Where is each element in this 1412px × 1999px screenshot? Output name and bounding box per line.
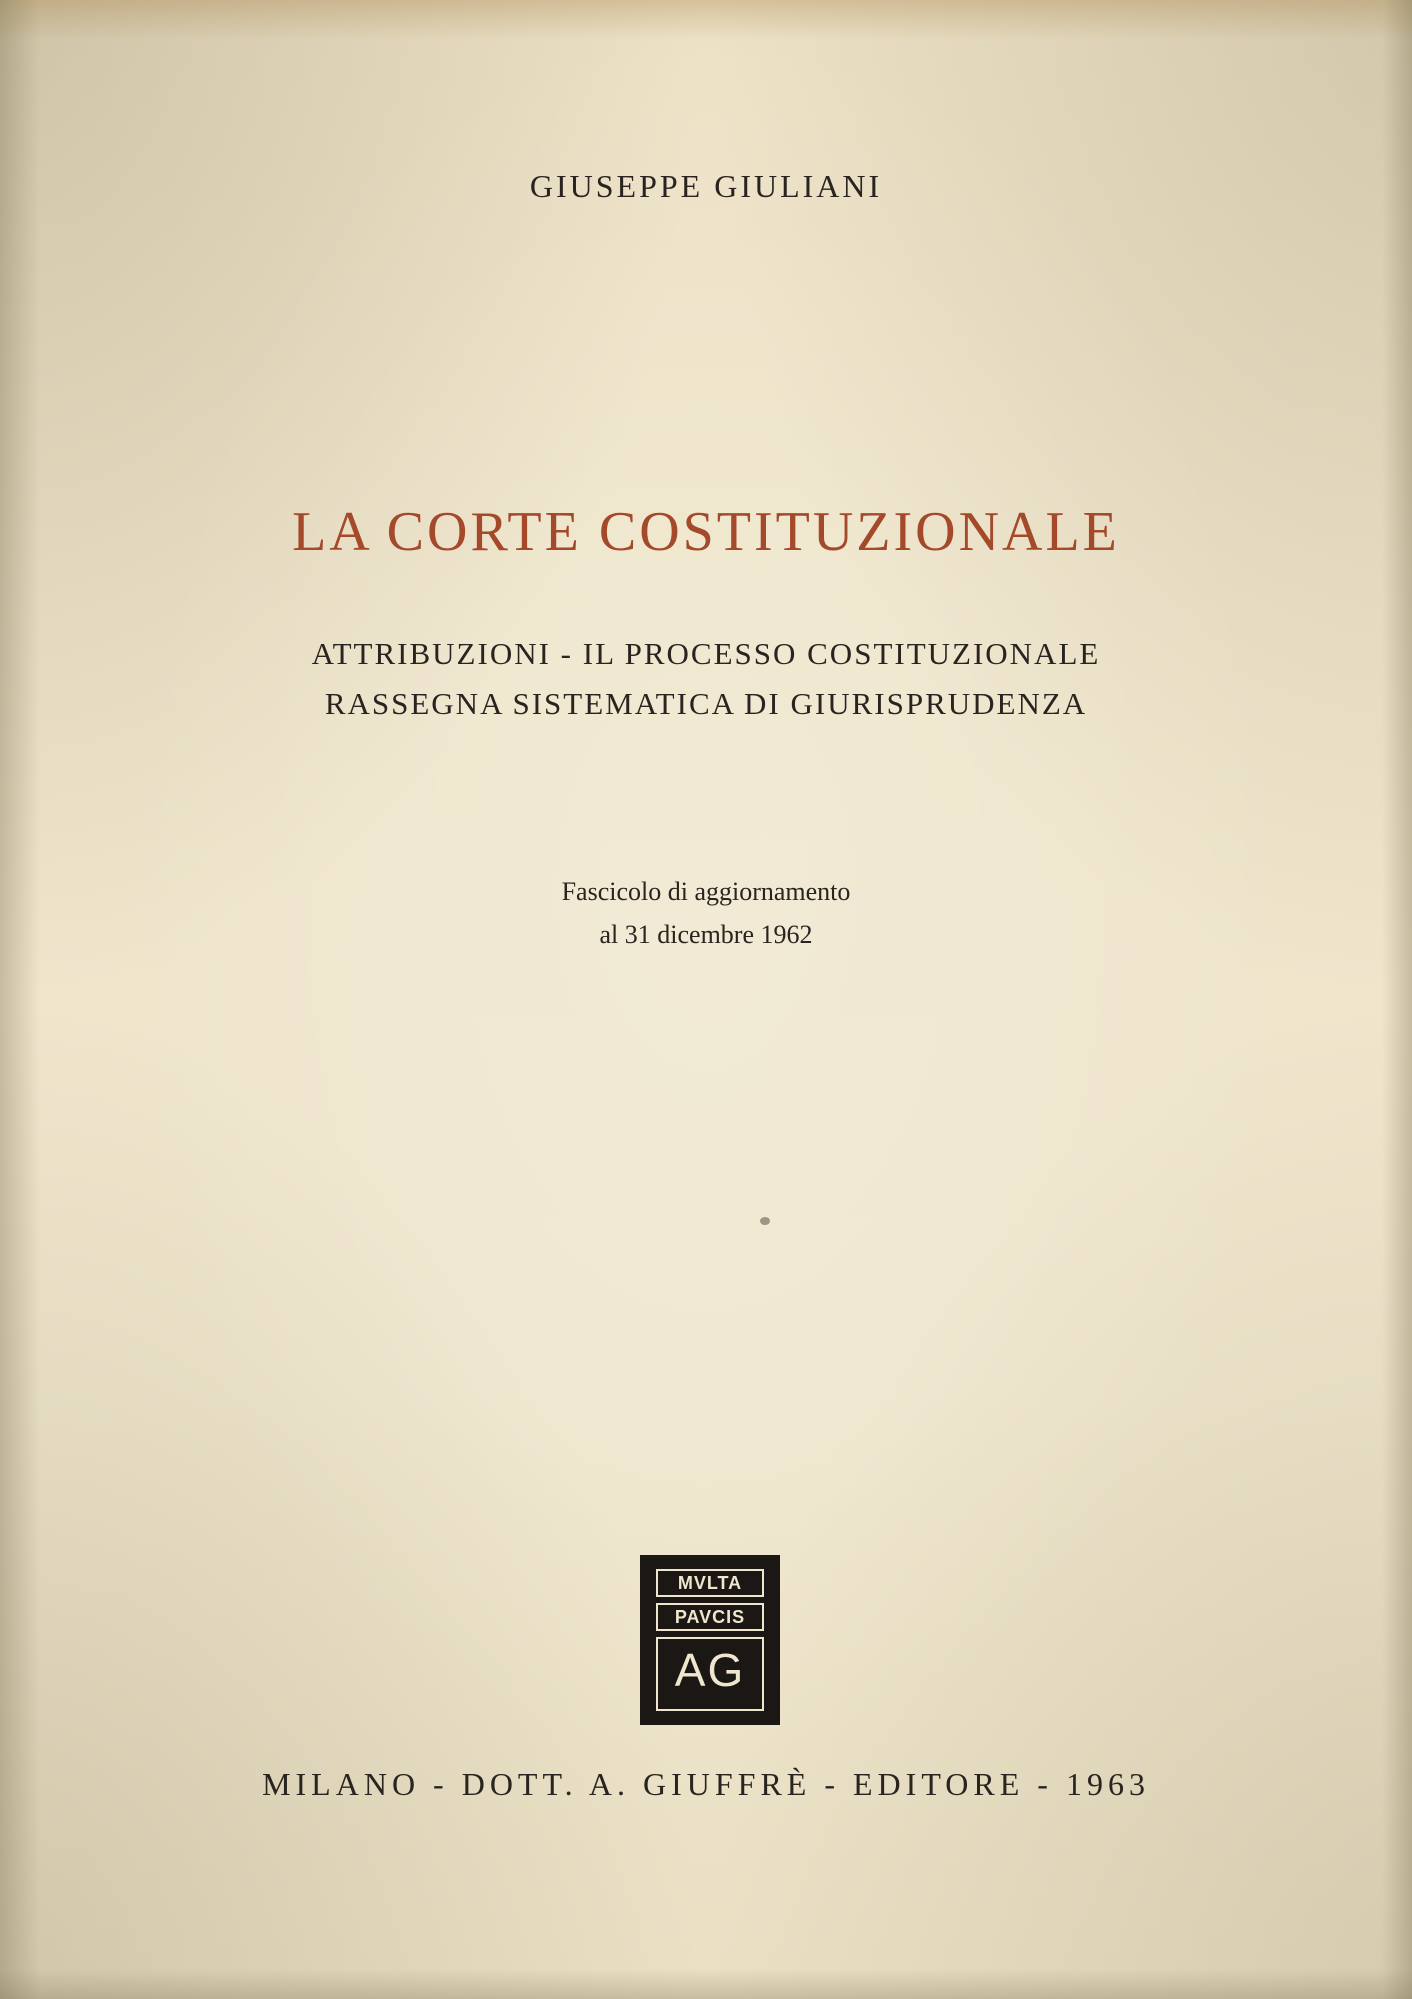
publisher-imprint: MILANO - DOTT. A. GIUFFRÈ - EDITORE - 1963 xyxy=(262,1766,1150,1802)
paper-edge-right xyxy=(1382,0,1412,1999)
paper-speck xyxy=(760,1217,770,1225)
paper-edge-bottom xyxy=(0,1969,1412,1999)
book-title: LA CORTE COSTITUZIONALE xyxy=(292,501,1120,563)
logo-monogram: AG xyxy=(656,1637,764,1711)
author-name: GIUSEPPE GIULIANI xyxy=(529,168,883,204)
paper-edge-left xyxy=(0,0,40,1999)
update-note-line-2: al 31 dicembre 1962 xyxy=(599,920,813,949)
publisher-logo xyxy=(640,1555,780,1725)
logo-motto-line-2: PAVCIS xyxy=(656,1603,764,1631)
subtitle-line-2: RASSEGNA SISTEMATICA DI GIURISPRUDENZA xyxy=(324,686,1088,721)
logo-motto-line-1: MVLTA xyxy=(656,1569,764,1597)
subtitle-line-1: ATTRIBUZIONI - IL PROCESSO COSTITUZIONALE xyxy=(311,636,1101,671)
update-note-line-1: Fascicolo di aggiornamento xyxy=(561,877,851,906)
paper-edge-top xyxy=(0,0,1412,40)
